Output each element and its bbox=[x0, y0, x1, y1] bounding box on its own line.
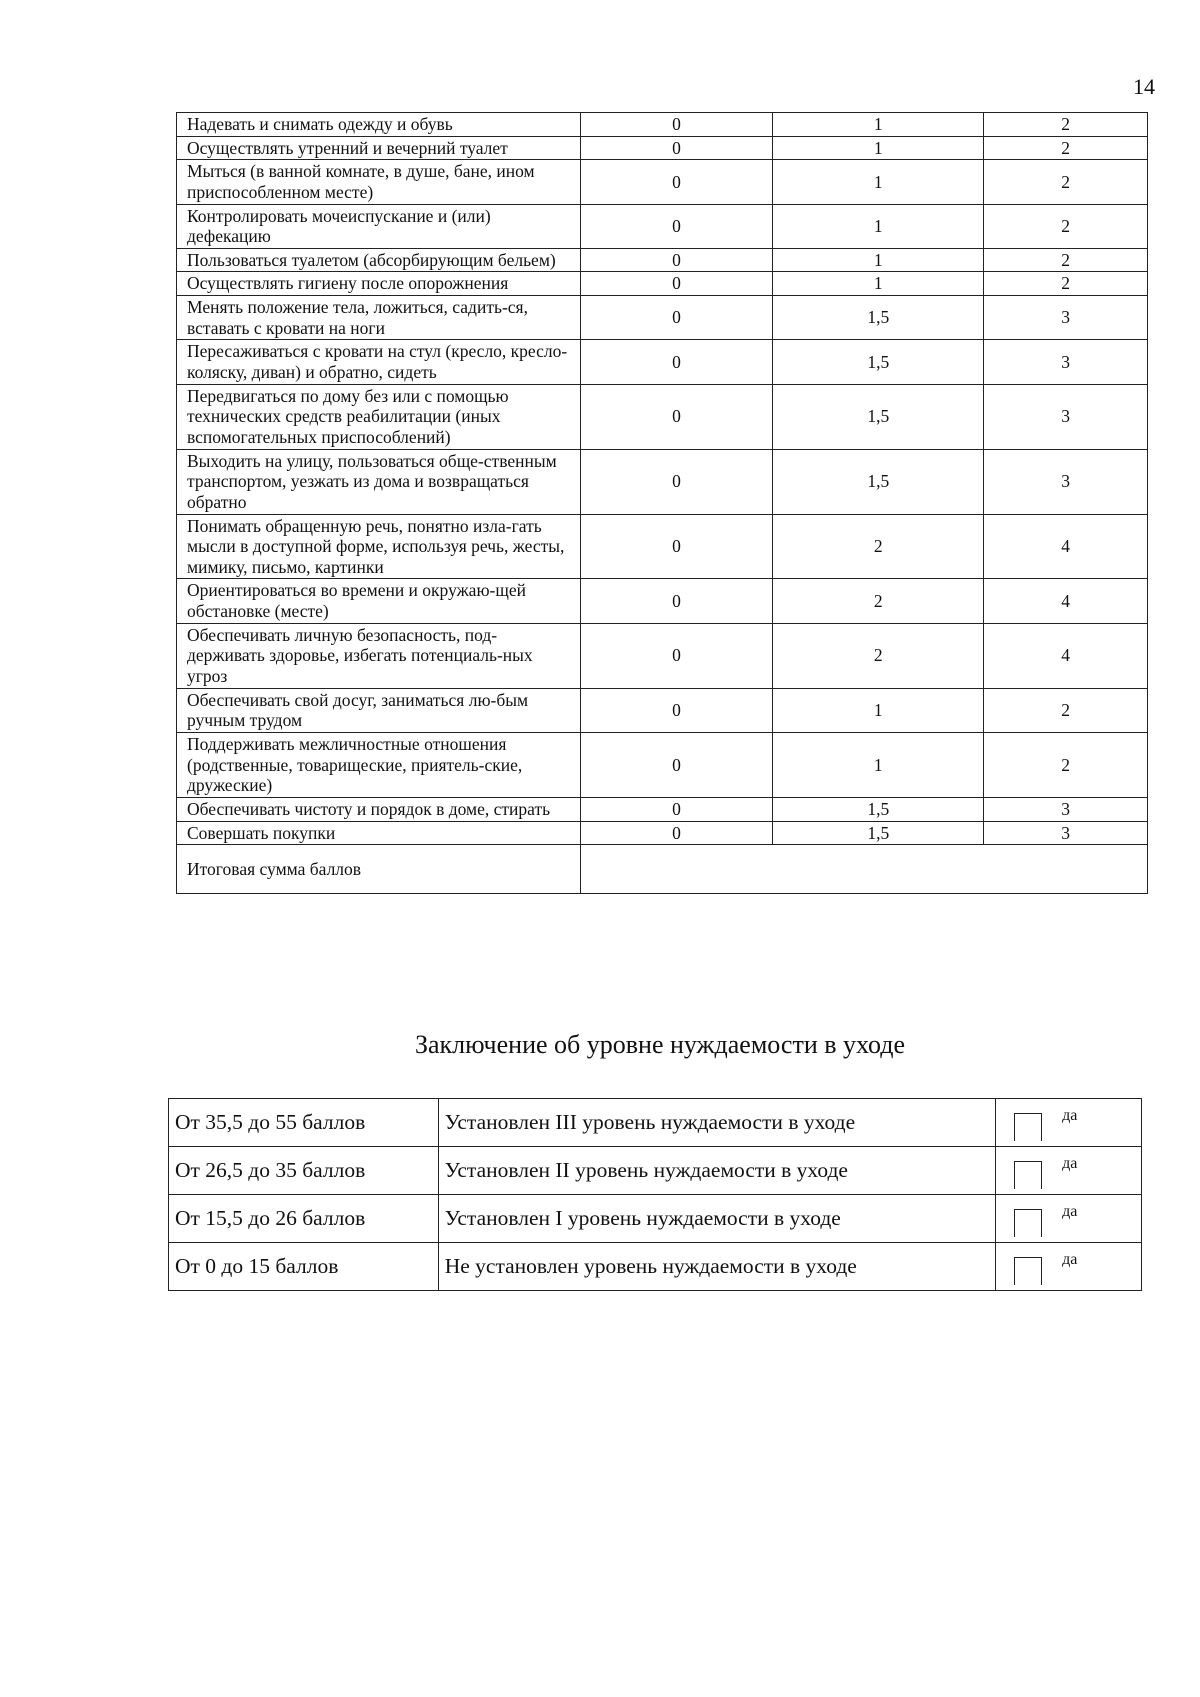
yes-label: да bbox=[1062, 1107, 1078, 1124]
activity-cell: Совершать покупки bbox=[177, 821, 581, 845]
level-description: Установлен II уровень нуждаемости в уходе bbox=[438, 1147, 995, 1195]
score-1-cell: 1 bbox=[773, 160, 984, 204]
level-row bbox=[169, 1243, 1142, 1291]
level-checkbox-cell bbox=[996, 1147, 1142, 1195]
level-checkbox[interactable] bbox=[1014, 1161, 1042, 1189]
score-2-cell: 2 bbox=[984, 113, 1148, 137]
score-1-cell: 1 bbox=[773, 688, 984, 732]
score-1-cell: 1,5 bbox=[773, 384, 984, 449]
level-row bbox=[169, 1099, 1142, 1147]
score-0-cell: 0 bbox=[580, 821, 773, 845]
level-description: Установлен III уровень нуждаемости в уходе bbox=[438, 1099, 995, 1147]
activity-cell: Осуществлять утренний и вечерний туалет bbox=[177, 136, 581, 160]
conclusion-title: Заключение об уровне нуждаемости в уходе bbox=[414, 1030, 906, 1059]
yes-label: да bbox=[1062, 1251, 1078, 1268]
score-0-cell: 0 bbox=[580, 797, 773, 821]
score-1-cell: 1 bbox=[773, 136, 984, 160]
score-row bbox=[177, 732, 1148, 797]
total-row bbox=[177, 845, 1148, 894]
score-2-cell: 2 bbox=[984, 732, 1148, 797]
level-range: От 26,5 до 35 баллов bbox=[169, 1147, 439, 1195]
score-0-cell: 0 bbox=[580, 160, 773, 204]
level-checkbox[interactable] bbox=[1014, 1113, 1042, 1141]
score-2-cell: 3 bbox=[984, 384, 1148, 449]
score-1-cell: 1 bbox=[773, 113, 984, 137]
total-value-cell bbox=[580, 845, 1147, 894]
score-row bbox=[177, 160, 1148, 204]
score-1-cell: 1 bbox=[773, 204, 984, 248]
score-2-cell: 3 bbox=[984, 797, 1148, 821]
activity-cell: Ориентироваться во времени и окружаю-щей обстановке (месте) bbox=[177, 579, 581, 623]
score-2-cell: 3 bbox=[984, 449, 1148, 514]
score-row bbox=[177, 623, 1148, 688]
score-row bbox=[177, 797, 1148, 821]
yes-label: да bbox=[1062, 1155, 1078, 1172]
score-1-cell: 2 bbox=[773, 579, 984, 623]
level-row bbox=[169, 1147, 1142, 1195]
score-2-cell: 2 bbox=[984, 160, 1148, 204]
activity-cell: Надевать и снимать одежду и обувь bbox=[177, 113, 581, 137]
score-0-cell: 0 bbox=[580, 248, 773, 272]
score-0-cell: 0 bbox=[580, 579, 773, 623]
score-row bbox=[177, 821, 1148, 845]
score-row bbox=[177, 688, 1148, 732]
score-table bbox=[176, 112, 1148, 894]
score-0-cell: 0 bbox=[580, 272, 773, 296]
score-2-cell: 4 bbox=[984, 623, 1148, 688]
score-0-cell: 0 bbox=[580, 732, 773, 797]
activity-cell: Обеспечивать чистоту и порядок в доме, стирать bbox=[177, 797, 581, 821]
activity-cell: Пересаживаться с кровати на стул (кресло, кресло-коляску, диван) и обратно, сидеть bbox=[177, 340, 581, 384]
score-2-cell: 2 bbox=[984, 136, 1148, 160]
score-0-cell: 0 bbox=[580, 296, 773, 340]
activity-cell: Передвигаться по дому без или с помощью технических средств реабилитации (иных вспомогательных приспособлений) bbox=[177, 384, 581, 449]
level-checkbox[interactable] bbox=[1014, 1257, 1042, 1285]
score-1-cell: 1,5 bbox=[773, 449, 984, 514]
activity-cell: Выходить на улицу, пользоваться обще-ственным транспортом, уезжать из дома и возвращаться обратно bbox=[177, 449, 581, 514]
score-1-cell: 1,5 bbox=[773, 340, 984, 384]
level-table-body bbox=[169, 1099, 1142, 1291]
score-row bbox=[177, 384, 1148, 449]
score-0-cell: 0 bbox=[580, 340, 773, 384]
level-checkbox[interactable] bbox=[1014, 1209, 1042, 1237]
level-checkbox-cell bbox=[996, 1195, 1142, 1243]
score-2-cell: 3 bbox=[984, 340, 1148, 384]
level-range: От 15,5 до 26 баллов bbox=[169, 1195, 439, 1243]
activity-cell: Обеспечивать свой досуг, заниматься лю-бым ручным трудом bbox=[177, 688, 581, 732]
activity-cell: Обеспечивать личную безопасность, под-держивать здоровье, избегать потенциаль-ных угроз bbox=[177, 623, 581, 688]
activity-cell: Пользоваться туалетом (абсорбирующим бельем) bbox=[177, 248, 581, 272]
score-row bbox=[177, 204, 1148, 248]
score-1-cell: 1,5 bbox=[773, 821, 984, 845]
score-0-cell: 0 bbox=[580, 449, 773, 514]
score-2-cell: 2 bbox=[984, 204, 1148, 248]
score-0-cell: 0 bbox=[580, 136, 773, 160]
level-checkbox-cell bbox=[996, 1099, 1142, 1147]
score-2-cell: 4 bbox=[984, 579, 1148, 623]
activity-cell: Мыться (в ванной комнате, в душе, бане, ином приспособленном месте) bbox=[177, 160, 581, 204]
score-0-cell: 0 bbox=[580, 204, 773, 248]
level-table bbox=[168, 1098, 1142, 1291]
level-range: От 0 до 15 баллов bbox=[169, 1243, 439, 1291]
score-row bbox=[177, 296, 1148, 340]
score-row bbox=[177, 340, 1148, 384]
score-row bbox=[177, 136, 1148, 160]
score-row bbox=[177, 113, 1148, 137]
score-2-cell: 4 bbox=[984, 514, 1148, 579]
score-2-cell: 2 bbox=[984, 688, 1148, 732]
score-1-cell: 1 bbox=[773, 248, 984, 272]
activity-cell: Осуществлять гигиену после опорожнения bbox=[177, 272, 581, 296]
level-row bbox=[169, 1195, 1142, 1243]
activity-cell: Поддерживать межличностные отношения (родственные, товарищеские, приятель-ские, дружеские) bbox=[177, 732, 581, 797]
yes-label: да bbox=[1062, 1203, 1078, 1220]
page-number: 14 bbox=[1133, 74, 1155, 99]
score-2-cell: 2 bbox=[984, 248, 1148, 272]
level-range: От 35,5 до 55 баллов bbox=[169, 1099, 439, 1147]
level-description: Установлен I уровень нуждаемости в уходе bbox=[438, 1195, 995, 1243]
level-checkbox-cell bbox=[996, 1243, 1142, 1291]
score-table-body bbox=[177, 113, 1148, 894]
activity-cell: Контролировать мочеиспускание и (или) дефекацию bbox=[177, 204, 581, 248]
score-0-cell: 0 bbox=[580, 113, 773, 137]
score-1-cell: 2 bbox=[773, 514, 984, 579]
score-2-cell: 2 bbox=[984, 272, 1148, 296]
total-label: Итоговая сумма баллов bbox=[177, 845, 581, 894]
activity-cell: Менять положение тела, ложиться, садить-ся, вставать с кровати на ноги bbox=[177, 296, 581, 340]
score-1-cell: 1,5 bbox=[773, 797, 984, 821]
level-description: Не установлен уровень нуждаемости в уходе bbox=[438, 1243, 995, 1291]
score-0-cell: 0 bbox=[580, 514, 773, 579]
score-row bbox=[177, 272, 1148, 296]
score-2-cell: 3 bbox=[984, 296, 1148, 340]
score-row bbox=[177, 579, 1148, 623]
score-1-cell: 1 bbox=[773, 732, 984, 797]
score-row bbox=[177, 248, 1148, 272]
score-row bbox=[177, 514, 1148, 579]
score-0-cell: 0 bbox=[580, 623, 773, 688]
score-1-cell: 1 bbox=[773, 272, 984, 296]
score-row bbox=[177, 449, 1148, 514]
score-1-cell: 2 bbox=[773, 623, 984, 688]
score-0-cell: 0 bbox=[580, 384, 773, 449]
activity-cell: Понимать обращенную речь, понятно изла-гать мысли в доступной форме, используя речь, жесты, мимику, письмо, картинки bbox=[177, 514, 581, 579]
score-0-cell: 0 bbox=[580, 688, 773, 732]
score-2-cell: 3 bbox=[984, 821, 1148, 845]
score-1-cell: 1,5 bbox=[773, 296, 984, 340]
